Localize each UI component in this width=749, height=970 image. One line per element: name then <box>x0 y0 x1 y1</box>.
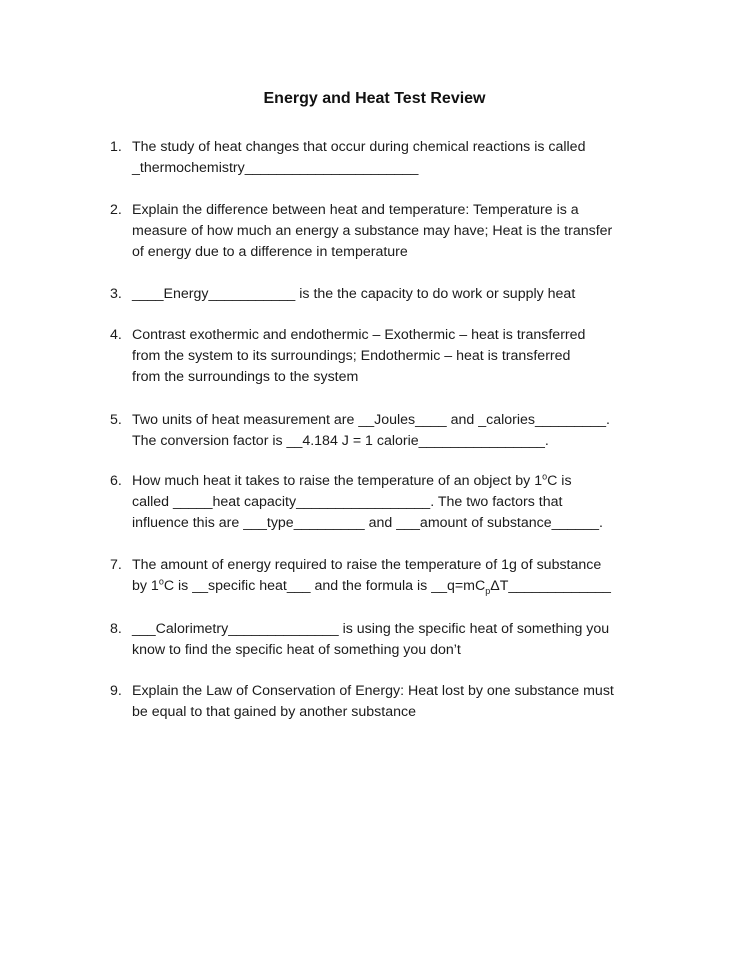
question-text <box>132 619 609 661</box>
degree-mark: o <box>158 576 164 587</box>
answer-line: from the surroundings to the system <box>132 369 359 385</box>
question-number: 5. <box>110 412 122 428</box>
question-number: 1. <box>110 139 122 155</box>
text-run: C is __specific heat___ and the formula is __q=mC <box>163 578 486 594</box>
subscript-p: p <box>485 585 491 596</box>
answer-line: _thermochemistry______________________ <box>132 160 419 176</box>
answer-line: of energy due to a difference in temperature <box>132 244 408 260</box>
question-line: Explain the difference between heat and temperature: Temperature is a <box>132 202 579 218</box>
degree-mark: o <box>542 471 548 482</box>
question-number: 3. <box>110 286 122 302</box>
question-text <box>132 555 611 597</box>
question-line: Two units of heat measurement are __Joules____ and _calories_________. <box>132 412 610 428</box>
answer-line: from the system to its surroundings; Endothermic – heat is transferred <box>132 348 571 364</box>
question-text <box>132 410 610 452</box>
question-line <box>132 471 603 492</box>
answer-line: be equal to that gained by another substance <box>132 704 416 720</box>
text-run: C is <box>547 473 572 489</box>
answer-line: influence this are ___type_________ and ___amount of substance______. <box>132 515 603 531</box>
question-line: ____Energy___________ is the the capacity to do work or supply heat <box>132 286 576 302</box>
question-line: The amount of energy required to raise the temperature of 1g of substance <box>132 557 602 573</box>
question-line: Explain the Law of Conservation of Energy: Heat lost by one substance must <box>132 683 614 699</box>
question-line: The study of heat changes that occur during chemical reactions is called <box>132 139 586 155</box>
question-line: Contrast exothermic and endothermic – Exothermic – heat is transferred <box>132 327 586 343</box>
question-line: ___Calorimetry______________ is using the specific heat of something you <box>132 621 610 637</box>
question-number: 7. <box>110 557 122 573</box>
answer-line: know to find the specific heat of something you don’t <box>132 642 461 658</box>
question-text <box>132 284 575 305</box>
question-text <box>132 681 614 723</box>
page-title: Energy and Heat Test Review <box>263 90 486 107</box>
answer-line: measure of how much an energy a substance may have; Heat is the transfer <box>132 223 613 239</box>
question-number: 2. <box>110 202 122 218</box>
text-run: How much heat it takes to raise the temperature of an object by 1 <box>132 473 543 489</box>
question-text <box>132 137 585 179</box>
answer-line: The conversion factor is __4.184 J = 1 calorie________________. <box>132 433 549 449</box>
question-number: 9. <box>110 683 122 699</box>
answer-line: called _____heat capacity_________________. The two factors that <box>132 494 563 510</box>
question-number: 6. <box>110 473 122 489</box>
question-number: 8. <box>110 621 122 637</box>
answer-line <box>132 576 611 597</box>
question-text <box>132 471 603 534</box>
question-text <box>132 200 612 263</box>
question-text <box>132 325 585 388</box>
text-run: ΔT_____________ <box>490 578 611 594</box>
text-run: by 1 <box>132 578 159 594</box>
question-number: 4. <box>110 327 122 343</box>
